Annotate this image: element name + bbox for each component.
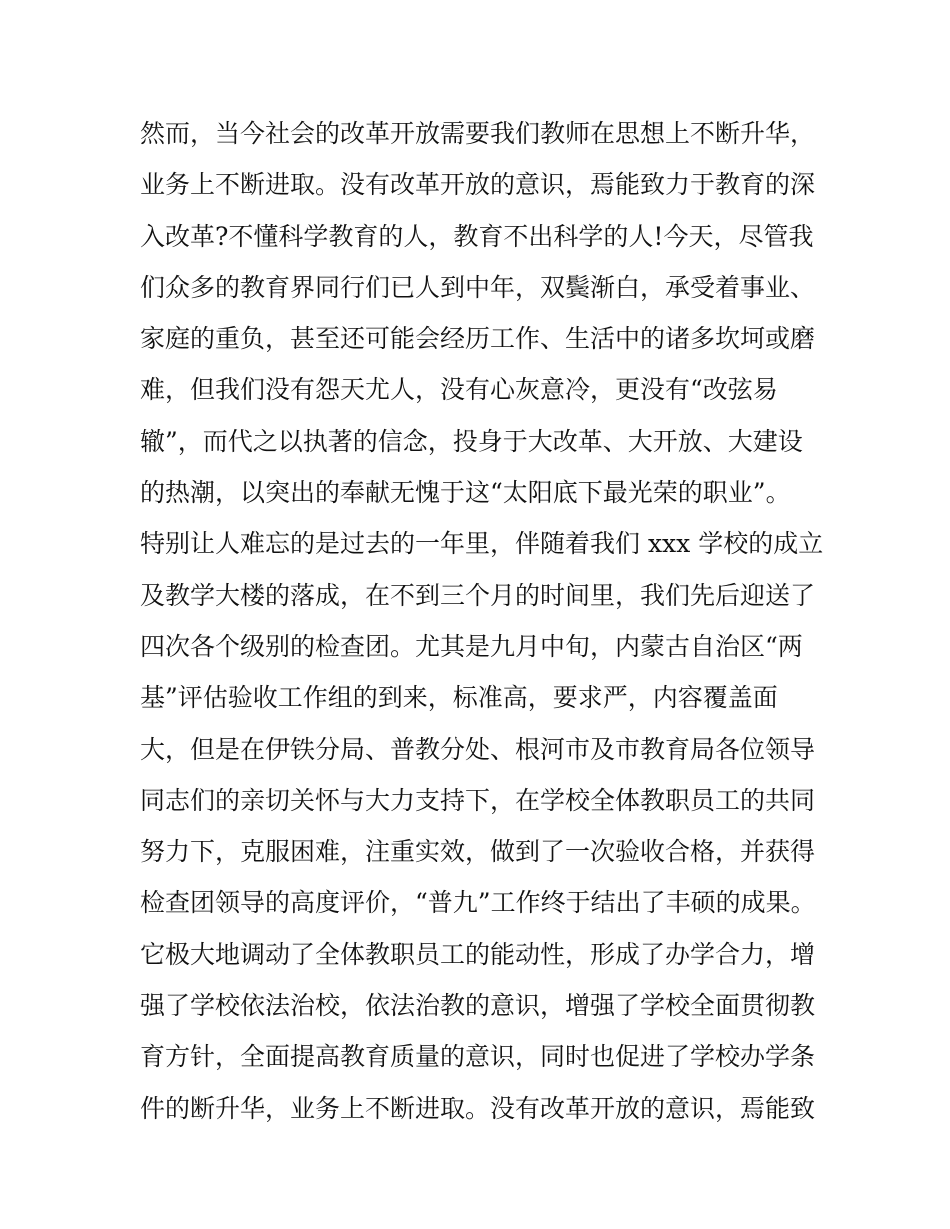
text-line: 同志们的亲切关怀与大力支持下，在学校全体教职员工的共同 [140, 785, 816, 815]
text-line: 然而，当今社会的改革开放需要我们教师在思想上不断升华， [140, 119, 816, 148]
text-line: 的热潮，以突出的奉献无愧于这“太阳底下最光荣的职业”。 [140, 478, 791, 508]
text-line: 它极大地调动了全体教职员工的能动性，形成了办学合力，增 [140, 939, 816, 969]
text-line: 家庭的重负，甚至还可能会经历工作、生活中的诸多坎坷或磨 [140, 324, 816, 354]
text-line: 及教学大楼的落成，在不到三个月的时间里，我们先后迎送了 [140, 580, 816, 610]
text-line: 强了学校依法治校，依法治教的意识，增强了学校全面贯彻教 [140, 991, 816, 1021]
text-line: 大，但是在伊铁分局、普教分处、根河市及市教育局各位领导 [140, 734, 816, 764]
text-line: 基”评估验收工作组的到来，标准高，要求严，内容覆盖面 [140, 683, 778, 713]
text-line: 难，但我们没有怨天尤人，没有心灰意冷，更没有“改弦易 [140, 375, 778, 405]
body-text [140, 108, 830, 1134]
text-line: 入改革?不懂科学教育的人，教育不出科学的人!今天，尽管我 [140, 221, 814, 251]
text-line: 育方针，全面提高教育质量的意识，同时也促进了学校办学条 [140, 1042, 816, 1072]
text-line: 们众多的教育界同行们已人到中年，双鬓渐白，承受着事业、 [140, 272, 816, 302]
text-line: 辙”，而代之以执著的信念，投身于大改革、大开放、大建设 [140, 426, 803, 456]
text-line: 检查团领导的高度评价，“普九”工作终于结出了丰硕的成果。 [140, 888, 816, 918]
text-line: 特别让人难忘的是过去的一年里，伴随着我们 xxx 学校的成立 [140, 529, 824, 559]
text-line: 努力下，克服困难，注重实效，做到了一次验收合格，并获得 [140, 837, 816, 867]
text-line: 件的断升华，业务上不断进取。没有改革开放的意识，焉能致 [140, 1093, 816, 1123]
text-line: 业务上不断进取。没有改革开放的意识，焉能致力于教育的深 [140, 170, 816, 200]
text-line: 四次各个级别的检查团。尤其是九月中旬，内蒙古自治区“两 [140, 631, 803, 661]
